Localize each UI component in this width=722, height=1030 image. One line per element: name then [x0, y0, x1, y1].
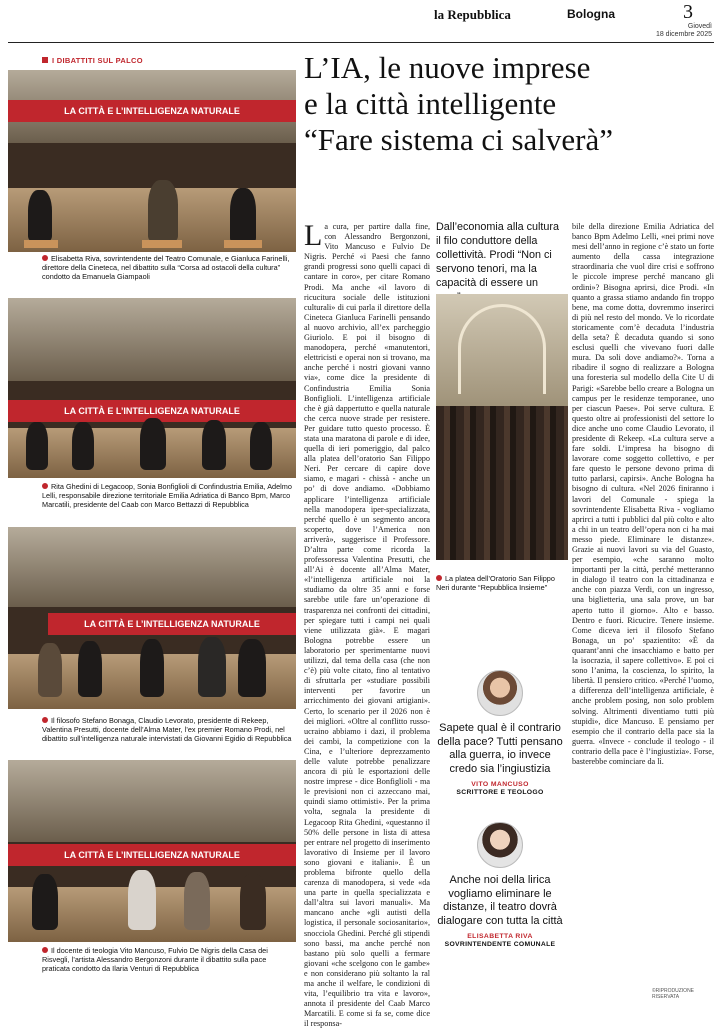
section-label [42, 56, 143, 65]
masthead: la Repubblica [434, 7, 511, 22]
photo-banner: LA CITTÀ E L’INTELLIGENZA NATURALE [8, 400, 296, 422]
standfirst: Dall’economia alla cultura il filo conduttore della collettività. Prodi “Non ci servono tenori, ma la capacità di essere un [436, 221, 560, 289]
photo-panel-culture [8, 70, 296, 252]
speaker-figure [128, 870, 156, 930]
section-label-text: I DIBATTITI SUL PALCO [52, 56, 143, 65]
speaker-figure [38, 643, 62, 697]
photo-banner: LA CITTÀ E L’INTELLIGENZA NATURALE [8, 100, 296, 122]
dateline [640, 23, 712, 39]
quote-text: Sapete qual è il contrario della pace? Tutti pensano alla guerra, io invece credo sia l’ingiustizia [437, 722, 563, 775]
photo-caption: La platea dell’Oratorio San Filippo Neri durante “Repubblica Insieme” [436, 574, 555, 592]
speaker-figure [32, 874, 58, 930]
edition-city: Bologna [567, 7, 615, 21]
article-column-1 [304, 219, 430, 1029]
speaker-figure [250, 422, 272, 470]
page-number: 3 [683, 1, 693, 23]
photo-panel-intelligence [8, 527, 296, 709]
speaker-figure [230, 188, 256, 244]
copyright-credit: ©RIPRODUZIONE RISERVATA [652, 988, 695, 1000]
speaker-figure [140, 418, 166, 470]
photo-caption: Il filosofo Stefano Bonaga, Claudio Levorato, presidente di Rekeep, Valentina Presutti, docente dell’Alma Mater, l’ex premier Romano Prodi, nel dibattito sull’intelligenza naturale intervistati da Giovanni Egidio di Repubblica [42, 716, 292, 743]
quote-role: SCRITTORE E TEOLOGO [456, 789, 544, 797]
section-marker-icon [42, 57, 48, 63]
photo-panel-economy [8, 298, 296, 478]
caption-bullet-icon [436, 575, 442, 581]
quote-author: ELISABETTA RIVA [467, 933, 533, 941]
speaker-figure [72, 422, 94, 470]
caption-bullet-icon [42, 717, 48, 723]
avatar [477, 822, 523, 868]
caption-bullet-icon [42, 483, 48, 489]
drop-cap: L [304, 219, 323, 252]
speaker-figure [78, 641, 102, 697]
dateline-day: Giovedì [687, 23, 712, 30]
article-column-2: bile della direzione Emilia Adriatica del banco Bpm Adelmo Lelli, «nei primi nove mesi dell’anno in regione c’è stato un forte aumento della cassa integrazione straordinaria che vuol dire crisi e soffrono le piccole imprese perché mancano gli ordini»? Bisogna aprirsi, dice Prodi. «In quanto a grassa stiamo andando fin troppo bene, ma come dotta, dovremmo inserirci di più nel resto del mondo. Ve lo ricordate storicamente com’è decaduta l’industria della seta? È decaduta quando si sono esclusi quelli che vivevano fuori dalle mura. Da soli dove andiamo?». Torna a ribadire il sogno di realizzare a Bologna una foresteria sul modello della Cite U di Parigi: «Sarebbe bello creare a Bologna un campus per le residenze temporanee, uno per ciascun Paese». Poi serve cultura. E questo oltre ai professionisti del settore lo dice anche uno come Claudio Levorato, il presidente di Rekeep. «La cultura serve a fare soldi. L’impresa ha bisogno di lavorare come soggetto collettivo, e per fare questo le persone devono prima di tutto parlarsi, capirsi». Anche Bologna ha bisogno di cultura. «Nel 2026 finiranno i lavori del Comunale - spiega la sovrintendente Elisabetta Riva - vogliamo aprirci a tutti i pubblici dal più colto e alto a chi in un teatro dell’opera non ci ha mai messo piede. Eliminare le distanze». Grazie ai nuovi lavori su via del Guasto, per esempio, «che saranno molto importanti per la città, perché metteranno in dialogo il teatro con la cittadinanza e anche con piazza Verdi, con un ingresso, una biglietteria, una sala prove, un bar aperto tutto il giorno». Alto e basso. Dentro e fuori. Ricucire. Tenere insieme. Come diceva ieri il filosofo Stefano Bonaga, un po’ spazientito: «È da quarant’anni che insacchiamo e batto per la isocrazia, il sapere collettivo». E poi ci sono l’anima, la coscienza, lo spirito, la libertà. Il pensiero critico. «Perché l’uomo, a differenza dell’intelligenza artificiale, è anche problem posing, non solo problem solving. Altrimenti diventiamo tutti più stupidi», dice Mancuso. E pensiamo per esempio che il contrario della pace sia la guerra. «Invece - conclude il teologo - il contrario della pace è l’ingiustizia». Forse, basterebbe cominciare da lì. [572, 222, 714, 766]
caption-bullet-icon [42, 947, 48, 953]
headline-line: L’IA, le nuove imprese [304, 50, 591, 85]
photo-caption: Elisabetta Riva, sovrintendente del Teatro Comunale, e Gianluca Farinelli, direttore della Cineteca, nel dibattito sulla “Corsa ad ostacoli della cultura” condotto da Emanuela Giampaoli [42, 254, 290, 281]
pull-quote [436, 670, 564, 796]
speaker-figure [148, 180, 178, 242]
speaker-figure [240, 874, 266, 930]
speaker-figure [202, 420, 226, 470]
article-text: a cura, per partire dalla fine, con Alessandro Bergonzoni, Vito Mancuso e Fulvio De Nigris. Perché «i Paesi che fanno grandi progressi sono quelli capaci di cantare in coro», per citare Romano Prodi. Ma anche «il lavoro di ricucitura sociale delle istituzioni culturali» di cui parla il direttore della Cineteca Gianluca Farinelli pensando al nuovo archivio, all’ex parcheggio Giuriolo. E poi il bisogno di manodopera, perché «manutentori, elettricisti e operai non si trovano, ma anche perché i nostri giovani vanno via», come dice la presidente di Confindustria Emilia Sonia Bonfiglioli. L’intelligenza artificiale che è già dappertutto e quella naturale che cerca nuove strade per resistere. Per guidare tutto questo processo. È stata una maratona di parole e di idee, quella di ieri pomeriggio, dal palco alla platea dell’oratorio San Filippo Neri. Per cercare di capire dove siamo, e magari - chissà - anche un po’ di dove andiamo. «Dobbiamo applicare l’intelligenza artificiale nella manodopera iper-specializzata, perché quello è un segmento ancora scoperto, dove l’America non arriverà», suggerisce il Professore. D’altra parte come ricorda la professoressa Valentina Presutti, che all’Ai è docente all’Alma Mater, «l’intelligenza artificiale noi la studiamo da oltre 35 anni e forse sarebbe utile fare un’operazione di trasparenza nei confronti dei cittadini, per spiegare tutti i campi nei quali viene utilizzata già». E magari Bologna potrebbe essere un laboratorio per sperimentarne nuovi utilizzi, dal tema della casa (che non c’è) più volte citato, fino al tentativo di sfruttarla per «studiare possibili interventi per favorire un arricchimento dei giovani artigiani». Certo, lo scenario per il 2026 non è dei migliori. «Oltre al conflitto russo-ucraino abbiamo i dazi, il problema dei cambi, la competizione con la Cina, e l’ulteriore deprezzamento delle valute potrebbe penalizzare ancora di più le esportazioni delle nostre imprese - dice Bonfiglioli - ma le previsioni non ci azzeccano mai, quindi siamo ottimisti». Per la prima volta, segnala la presidente di Legacoop Rita Ghedini, «questanno il 50% delle persone in lista di attesa per entrare nel progetto di inserimento lavorativo di Insieme per il lavoro sono giovani e italiani». È un problema bifronte quello della carenza di manodopera, si vede «da una parte in quella specializzata e dall’altra sui lavori manuali». Ma mancano anche «gli autisti della logistica, il personale sociosanitario», snocciola Ghedini. Perché gli stipendi sono bassi, ma anche perché non bastano più solo quelli a fermare giovani «che scelgono con le gambe» e non considerano più soltanto la ral ma anche il welfare, le condizioni di vita, l’equilibrio tra vita e lavoro», annota il presidente del Caab Marco Marcatili. E come si fa se, come dice il responsa- [304, 222, 430, 1029]
pull-quote [436, 822, 564, 948]
caption-bullet-icon [42, 255, 48, 261]
headline [304, 50, 714, 158]
photo-caption: Rita Ghedini di Legacoop, Sonia Bonfiglioli di Confindustria Emilia, Adelmo Lelli, responsabile direzione territoriale Emilia Adriatica di Banco Bpm, Marco Marcatili, presidente del Caab con Marco Bettazzi di Repubblica [42, 482, 292, 509]
photo-audience [436, 294, 568, 560]
speaker-figure [140, 639, 164, 697]
speaker-figure [198, 637, 226, 697]
quote-author: VITO MANCUSO [471, 781, 529, 789]
photo-caption: Il docente di teologia Vito Mancuso, Fulvio De Nigris della Casa dei Risvegli, l’artista Alessandro Bergonzoni durante il dibattito sulla pace praticata condotto da Ilaria Venturi di Repubblica [42, 946, 268, 973]
speaker-figure [28, 190, 52, 242]
speaker-figure [26, 422, 48, 470]
speaker-figure [184, 872, 210, 930]
dateline-date: 18 dicembre 2025 [655, 31, 712, 38]
headline-line: “Fare sistema ci salverà” [304, 122, 613, 157]
avatar [477, 670, 523, 716]
quote-role: SOVRINTENDENTE COMUNALE [444, 941, 556, 949]
headline-line: e la città intelligente [304, 86, 557, 121]
header-rule [8, 42, 714, 43]
photo-banner: LA CITTÀ E L’INTELLIGENZA NATURALE [48, 613, 296, 635]
photo-banner: LA CITTÀ E L’INTELLIGENZA NATURALE [8, 844, 296, 866]
speaker-figure [238, 639, 266, 697]
quote-text: Anche noi della lirica vogliamo eliminare le distanze, il teatro dovrà dialogare con tutta la città [437, 874, 563, 927]
photo-panel-peace [8, 760, 296, 942]
